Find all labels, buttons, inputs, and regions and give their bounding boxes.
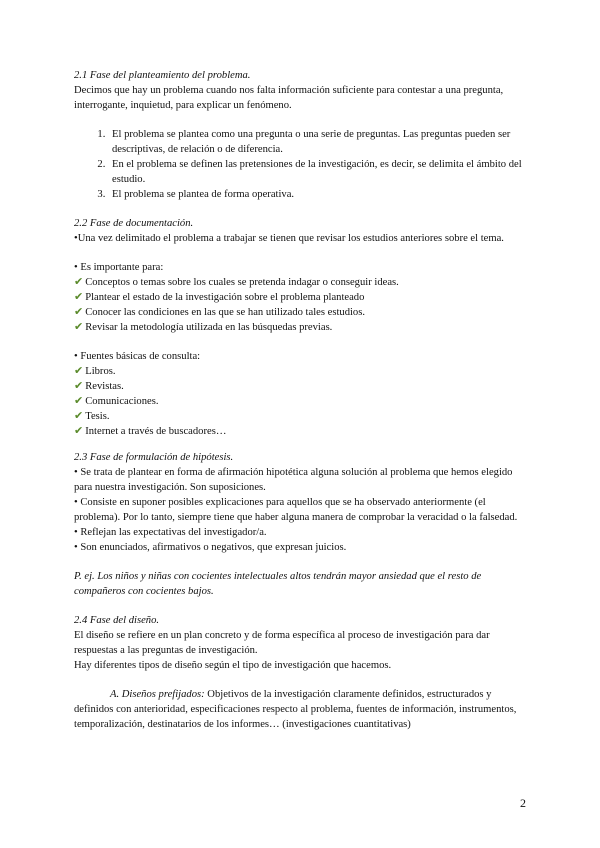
check-icon: ✔ [74,410,84,422]
list-item: ✔ Plantear el estado de la investigación sobre el problema planteado [74,291,365,303]
check-icon: ✔ [74,291,84,303]
check-icon: ✔ [74,365,84,377]
list-item: ✔ Conocer las condiciones en las que se han utilizado tales estudios. [74,306,365,318]
sources-title: • Fuentes básicas de consulta: [74,351,201,362]
hypothesis-example: P. ej. Los niños y niñas con cocientes intelectuales altos tendrán mayor ansiedad que el resto de compañeros con cocientes bajos. [74,571,482,597]
check-icon: ✔ [74,425,84,437]
hypothesis-bullet: • Consiste en suponer posibles explicaciones para aquellos que se ha observado anteriormente (el problema). Por lo tanto, siempre tiene que haber alguna manera de comprobar la veracidad o la falsedad. [74,497,518,523]
design-type-a-label: A. Diseños prefijados: [110,689,205,700]
list-item: ✔ Revistas. [74,380,124,392]
list-item: ✔ Libros. [74,365,116,377]
list-item: ✔ Tesis. [74,410,110,422]
check-icon: ✔ [74,395,84,407]
page-content [74,68,530,732]
section-intro-2-2: •Una vez delimitado el problema a trabajar se tienen que revisar los estudios anteriores sobre el tema. [74,233,504,244]
design-paragraph: El diseño se refiere en un plan concreto y de forma específica al proceso de investigación para dar respuestas a las preguntas de investigación. [74,630,490,656]
design-paragraph: Hay diferentes tipos de diseño según el tipo de investigación que hacemos. [74,660,392,671]
list-item: 3. El problema se plantea de forma operativa. [108,187,530,202]
section-heading-2-2: 2.2 Fase de documentación. [74,218,194,229]
section-heading-2-4: 2.4 Fase del diseño. [74,615,160,626]
section-heading-2-1: 2.1 Fase del planteamiento del problema. [74,70,251,81]
section-heading-2-3: 2.3 Fase de formulación de hipótesis. [74,452,234,463]
list-item: 1. El problema se plantea como una pregunta o una serie de preguntas. Las preguntas pueden ser descriptivas, de relación o de diferencia. [108,127,530,157]
check-icon: ✔ [74,306,84,318]
important-title: • Es importante para: [74,262,164,273]
hypothesis-bullet: • Son enunciados, afirmativos o negativos, que expresan juicios. [74,542,347,553]
list-item: ✔ Internet a través de buscadores… [74,425,227,437]
design-type-a [74,687,530,732]
check-icon: ✔ [74,276,84,288]
list-item: ✔ Revisar la metodología utilizada en las búsquedas previas. [74,321,333,333]
section-intro-2-1: Decimos que hay un problema cuando nos falta información suficiente para contestar a una pregunta, interrogante, inquietud, para explicar un fenómeno. [74,85,504,111]
design-type-a-text: Objetivos de la investigación claramente definidos, estructurados y definidos con anterioridad, especificaciones respecto al problema, fuentes de información, instrumentos, temporalización, destinatarios de los informes… (investigaciones cuantitativas) [74,689,517,730]
problem-list [74,127,530,202]
list-item: 2. En el problema se definen las pretensiones de la investigación, es decir, se delimita el ámbito del estudio. [108,157,530,187]
list-item: ✔ Conceptos o temas sobre los cuales se pretenda indagar o conseguir ideas. [74,276,399,288]
check-icon: ✔ [74,380,84,392]
hypothesis-bullet: • Se trata de plantear en forma de afirmación hipotética alguna solución al problema que hemos elegido para nuestra investigación. Son suposiciones. [74,467,513,493]
page-number: 2 [520,796,526,810]
hypothesis-bullet: • Reflejan las expectativas del investigador/a. [74,527,267,538]
list-item: ✔ Comunicaciones. [74,395,159,407]
check-icon: ✔ [74,321,84,333]
